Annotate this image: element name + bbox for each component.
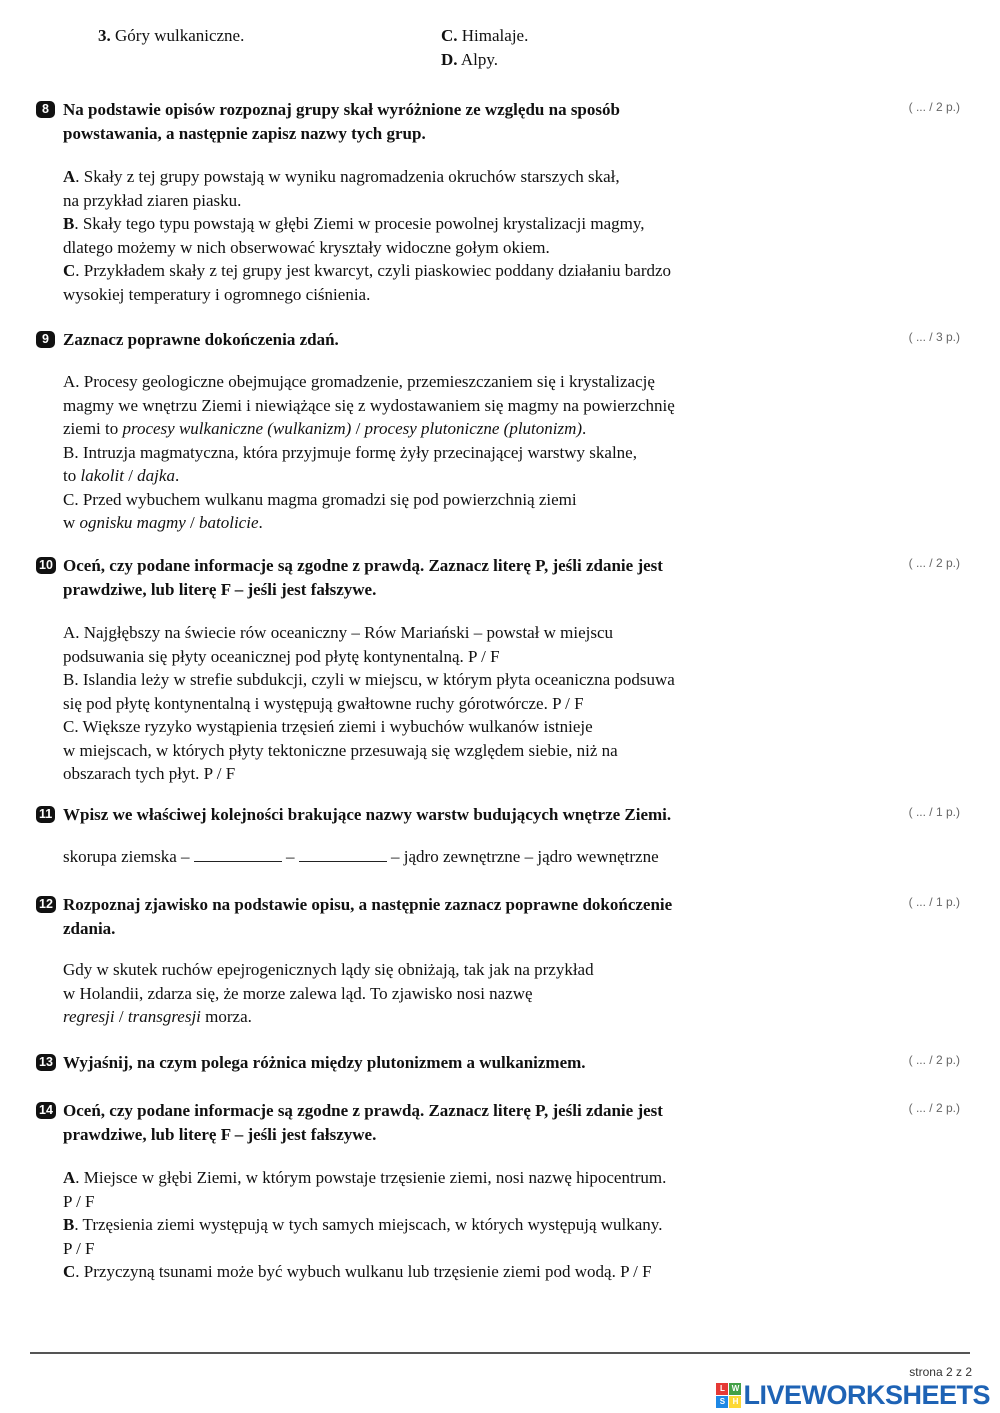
option-plutonic[interactable]: procesy plutoniczne (plutonizm) — [364, 419, 583, 438]
question-8-number-badge: 8 — [36, 101, 55, 118]
question-11-title: Wpisz we właściwej kolejności brakujące nazwy warstw budujących wnętrze Ziemi. — [63, 805, 672, 824]
liveworksheets-logo — [716, 1380, 990, 1411]
question-8-item-a: A. Skały z tej grupy powstają w wyniku nagromadzenia okruchów starszych skał, na przykład ziaren piasku. B. Skały tego typu powstają w głębi Ziemi w procesie powolnej krystalizacji magmy, dlatego możemy w nich obserwować kryształy widoczne gołym okiem. C. Przykładem skały z tej grupy jest kwarcyt, czyli piaskowiec poddany działaniu bardzo wysokiej temperatury i ogromnego ciśnienia. — [63, 165, 671, 306]
question-9-a-line3: ziemi to procesy wulkaniczne (wulkanizm) / procesy plutoniczne (plutonizm). — [63, 419, 587, 438]
question-14-title-line2: prawdziwe, lub literę F – jeśli jest fałszywe. — [63, 1125, 377, 1144]
option-regresja[interactable]: regresji — [63, 1007, 115, 1026]
question-8-c-line2: wysokiej temperatury i ogromnego ciśnienia. — [63, 284, 371, 304]
letter-b: B — [63, 214, 75, 233]
question-11-line: skorupa ziemska – – – jądro zewnętrzne – jądro wewnętrzne — [63, 847, 659, 866]
question-14-body: A. Miejsce w głębi Ziemi, w którym powstaje trzęsienie ziemi, nosi nazwę hipocentrum. P / F B. Trzęsienia ziemi występują w tych samych miejscach, w których występują wulkany. P / F C. Przyczyną tsunami może być wybuch wulkanu lub trzęsienie ziemi pod wodą. P / F — [63, 1168, 667, 1281]
question-8-title-line2: powstawania, a następnie zapisz nazwy tych grup. — [63, 124, 426, 143]
question-8-c-line1: Przykładem skały z tej grupy jest kwarcyt, czyli piaskowiec poddany działaniu bardzo — [83, 261, 672, 280]
liveworksheets-icon: L W S H — [716, 1383, 741, 1408]
question-9-c-line1: C. Przed wybuchem wulkanu magma gromadzi się pod powierzchnią ziemi — [63, 489, 577, 509]
option-transgresja[interactable]: transgresji — [127, 1007, 201, 1026]
letter-c: C — [63, 261, 76, 280]
option-ognisko-magmy[interactable]: ognisku magmy — [79, 513, 186, 532]
question-11-number-badge: 11 — [36, 806, 55, 823]
question-9-number-badge: 9 — [36, 331, 55, 348]
option-lakolit[interactable]: lakolit — [80, 466, 124, 485]
question-8-title-line1: Na podstawie opisów rozpoznaj grupy skał wyróżnione ze względu na sposób — [63, 100, 620, 119]
item-3 — [98, 24, 244, 48]
question-14-title-line1: Oceń, czy podane informacje są zgodne z prawdą. Zaznacz literę P, jeśli zdanie jest — [63, 1101, 663, 1120]
item-3-number: 3. — [98, 26, 111, 45]
question-13-points: ( ... / 2 p.) — [908, 1053, 960, 1067]
question-10-body — [63, 621, 675, 786]
question-12-title-line1: Rozpoznaj zjawisko na podstawie opisu, a następnie zaznacz poprawne dokończenie — [63, 895, 673, 914]
question-10-number-badge: 10 — [36, 557, 56, 574]
question-14-number-badge: 14 — [36, 1102, 56, 1119]
question-14-points: ( ... / 2 p.) — [908, 1101, 960, 1115]
question-14-a-answer[interactable]: P / F — [63, 1191, 95, 1211]
question-12-line3: regresji / transgresji morza. — [63, 1007, 252, 1026]
question-12-title-line2: zdania. — [63, 919, 116, 938]
question-8-a-line1: Skały z tej grupy powstają w wyniku nagromadzenia okruchów starszych skał, — [83, 167, 620, 186]
question-12-line2: w Holandii, zdarza się, że morze zalewa ląd. To zjawisko nosi nazwę — [63, 983, 533, 1003]
item-d — [441, 48, 498, 72]
question-10-title-line2: prawdziwe, lub literę F – jeśli jest fałszywe. — [63, 580, 377, 599]
question-12-line1: Gdy w skutek ruchów epejrogenicznych lądy się obniżają, tak jak na przykład — [63, 960, 594, 979]
blank-layer-1[interactable] — [194, 846, 282, 862]
question-11-points: ( ... / 1 p.) — [908, 805, 960, 819]
question-12-number-badge: 12 — [36, 896, 56, 913]
question-9-a-line1: A. Procesy geologiczne obejmujące gromadzenie, przemieszczaniem się i krystalizację — [63, 372, 655, 391]
question-10-b-line2[interactable]: się pod płytę kontynentalną i występują gwałtowne ruchy górotwórcze. P / F — [63, 693, 584, 713]
question-9-c-line2: w ognisku magmy / batolicie. — [63, 513, 263, 532]
item-c-text: Himalaje. — [457, 26, 529, 45]
question-8-points: ( ... / 2 p.) — [908, 100, 960, 114]
question-14-a-line1: Miejsce w głębi Ziemi, w którym powstaje trzęsienie ziemi, nosi nazwę hipocentrum. — [83, 1168, 667, 1187]
item-c — [441, 24, 528, 48]
question-9-title: Zaznacz poprawne dokończenia zdań. — [63, 330, 339, 349]
question-8-b-line2: dlatego możemy w nich obserwować kryształy widoczne gołym okiem. — [63, 237, 550, 257]
question-10-c-line2: w miejscach, w których płyty tektoniczne przesuwają się względem siebie, niż na — [63, 740, 618, 760]
question-10-title-line1: Oceń, czy podane informacje są zgodne z prawdą. Zaznacz literę P, jeśli zdanie jest — [63, 556, 663, 575]
option-dajka[interactable]: dajka — [137, 466, 175, 485]
question-13-number-badge: 13 — [36, 1054, 56, 1071]
question-8-b-line1: Skały tego typu powstają w głębi Ziemi w procesie powolnej krystalizacji magmy, — [82, 214, 645, 233]
option-batolit[interactable]: batolicie — [199, 513, 259, 532]
footer-divider — [30, 1352, 970, 1354]
page-number: strona 2 z 2 — [909, 1365, 972, 1379]
question-9-b-line1: B. Intruzja magmatyczna, która przyjmuje formę żyły przecinającej warstwy skalne, — [63, 442, 637, 462]
question-12-body — [63, 958, 594, 1029]
blank-layer-2[interactable] — [299, 846, 387, 862]
question-14-c-line1[interactable]: Przyczyną tsunami może być wybuch wulkanu lub trzęsienie ziemi pod wodą. P / F — [83, 1262, 652, 1281]
question-9-b-line2: to lakolit / dajka. — [63, 466, 180, 485]
question-10-a-line2[interactable]: podsuwania się płyty oceanicznej pod płytę kontynentalną. P / F — [63, 646, 500, 666]
question-10-b-line1: B. Islandia leży w strefie subdukcji, czyli w miejscu, w którym płyta oceaniczna podsuwa — [63, 670, 675, 689]
question-10-a-line1: A. Najgłębszy na świecie rów oceaniczny – Rów Mariański – powstał w miejscu — [63, 623, 613, 642]
item-c-letter: C. — [441, 26, 458, 45]
question-9-a-line2: magmy we wnętrzu Ziemi i niewiążące się z wydostawaniem się magmy na powierzchnię — [63, 395, 675, 415]
question-8-a-line2: na przykład ziaren piasku. — [63, 190, 242, 210]
item-3-text: Góry wulkaniczne. — [110, 26, 245, 45]
question-10-c-line3[interactable]: obszarach tych płyt. P / F — [63, 764, 236, 783]
question-14-b-answer[interactable]: P / F — [63, 1238, 95, 1258]
question-13-title: Wyjaśnij, na czym polega różnica między plutonizmem a wulkanizmem. — [63, 1053, 586, 1072]
item-d-letter: D. — [441, 50, 458, 69]
letter-a: A — [63, 167, 76, 186]
question-10-c-line1: C. Większe ryzyko wystąpienia trzęsień ziemi i wybuchów wulkanów istnieje — [63, 717, 593, 736]
question-10-points: ( ... / 2 p.) — [908, 556, 960, 570]
question-14-b-line1: Trzęsienia ziemi występują w tych samych miejscach, w których występują wulkany. — [82, 1215, 663, 1234]
question-9-body — [63, 370, 675, 535]
liveworksheets-wordmark: LIVEWORKSHEETS — [743, 1380, 990, 1410]
question-9-points: ( ... / 3 p.) — [908, 330, 960, 344]
question-12-points: ( ... / 1 p.) — [908, 895, 960, 909]
item-d-text: Alpy. — [457, 50, 498, 69]
option-volcanic[interactable]: procesy wulkaniczne (wulkanizm) — [122, 419, 352, 438]
